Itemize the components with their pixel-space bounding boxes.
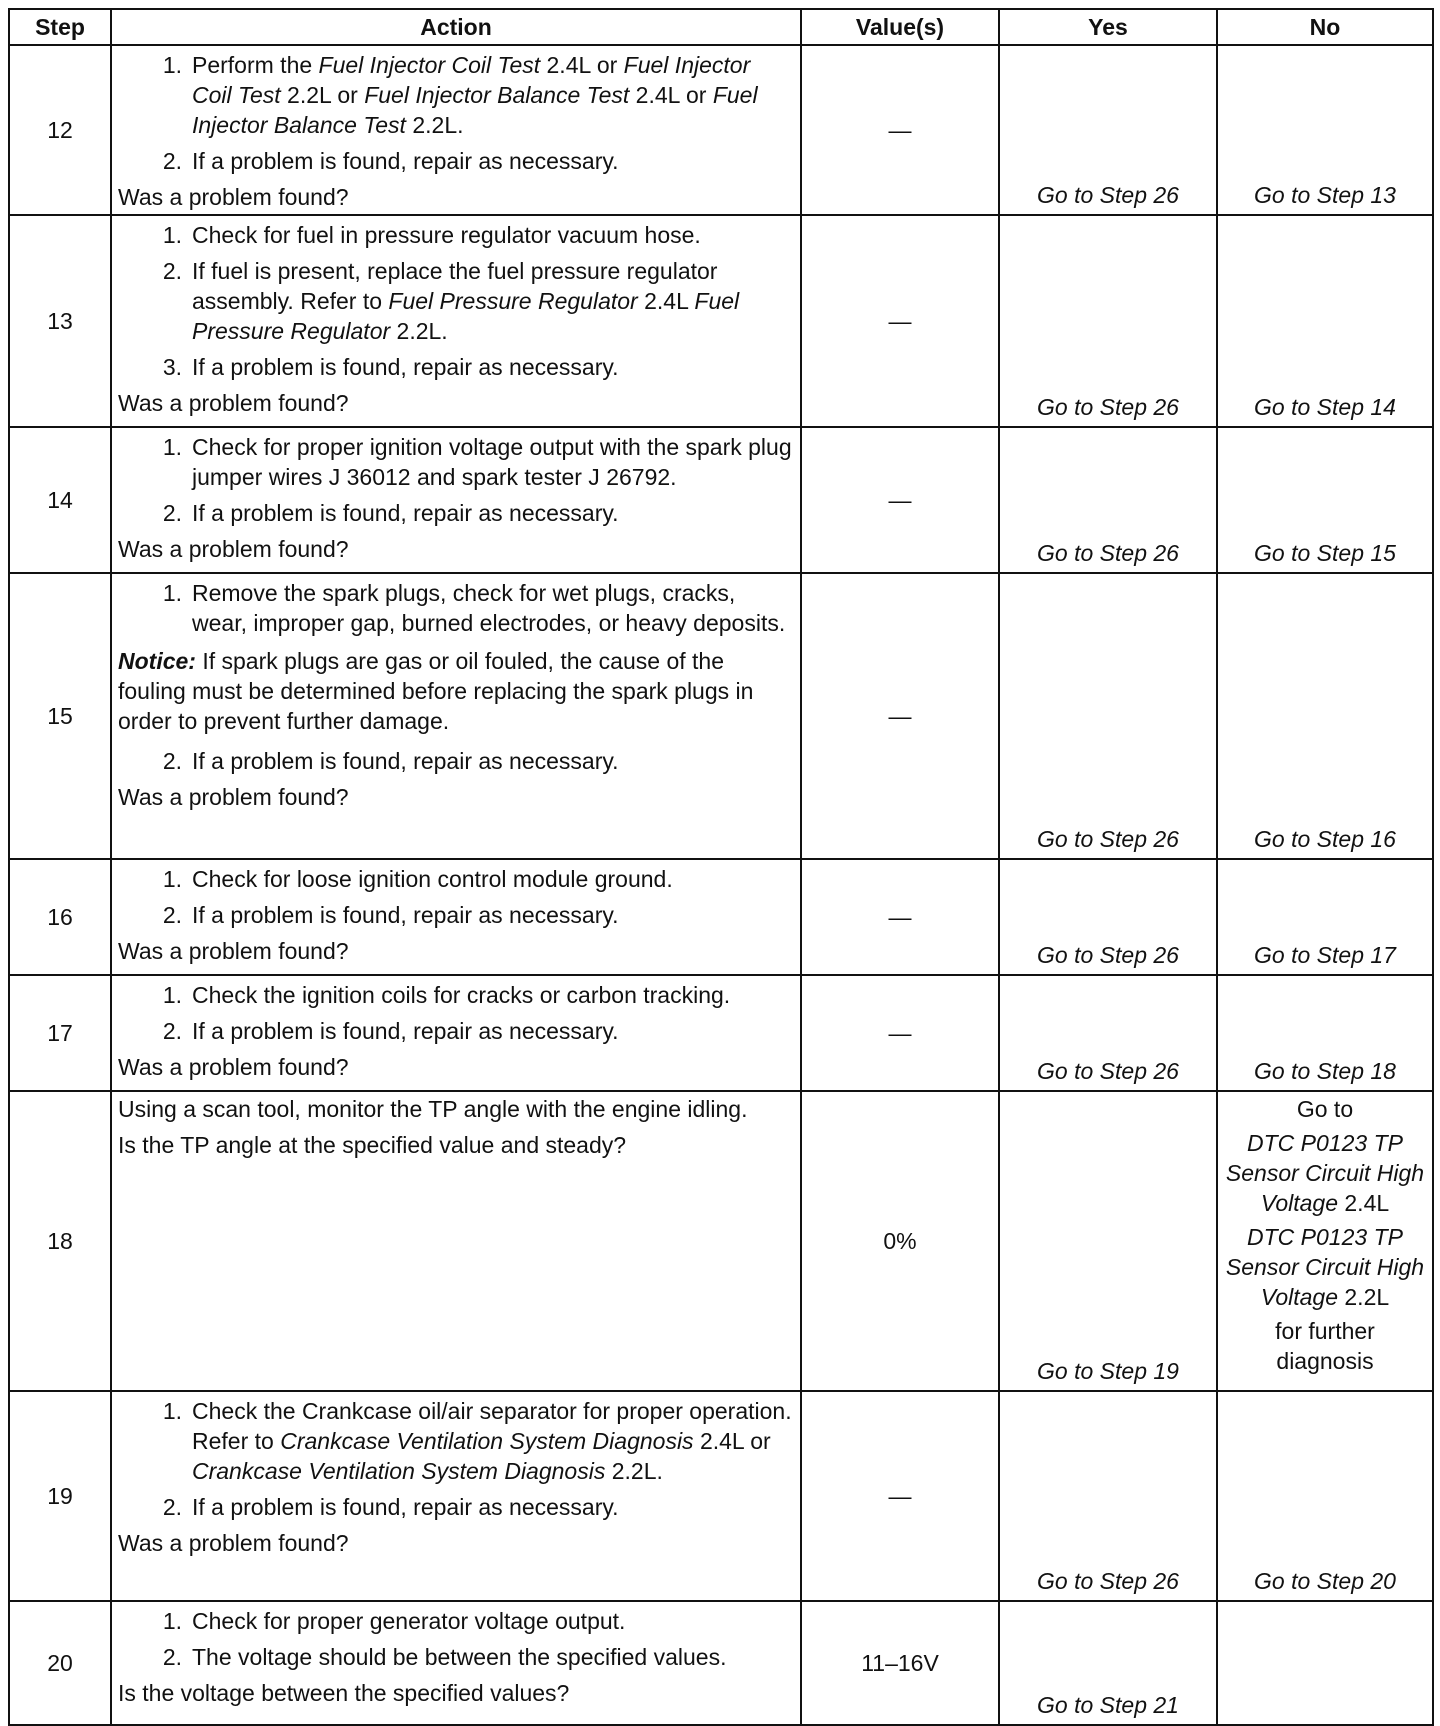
no-cell [1217, 1091, 1433, 1391]
question: Was a problem found? [118, 784, 349, 810]
action-cell [111, 215, 801, 427]
value-cell: 0% [801, 1091, 999, 1391]
no-cell [1217, 1601, 1433, 1725]
value-cell: — [801, 859, 999, 975]
diagnostic-table [8, 8, 1434, 1726]
header-step: Step [9, 9, 111, 45]
action-cell [111, 1601, 801, 1725]
header-values: Value(s) [801, 9, 999, 45]
table-row [9, 1391, 1433, 1601]
table-row [9, 45, 1433, 215]
yes-cell: Go to Step 26 [999, 427, 1217, 573]
table-row [9, 975, 1433, 1091]
question: Was a problem found? [118, 938, 349, 964]
question: Was a problem found? [118, 390, 349, 416]
value-cell: — [801, 975, 999, 1091]
no-cell: Go to Step 15 [1217, 427, 1433, 573]
list-item: 1. Remove the spark plugs, check for wet plugs, cracks, wear, improper gap, burned electrodes, or heavy deposits. [162, 580, 786, 636]
yes-cell: Go to Step 26 [999, 975, 1217, 1091]
table-row [9, 573, 1433, 859]
no-cell: Go to Step 17 [1217, 859, 1433, 975]
yes-cell: Go to Step 21 [999, 1601, 1217, 1725]
list-item: 1. Check the ignition coils for cracks or carbon tracking. [162, 982, 731, 1008]
yes-cell: Go to Step 26 [999, 45, 1217, 215]
step-number: 20 [9, 1601, 111, 1725]
value-cell: 11–16V [801, 1601, 999, 1725]
yes-cell: Go to Step 26 [999, 573, 1217, 859]
no-cell: Go to Step 14 [1217, 215, 1433, 427]
header-action: Action [111, 9, 801, 45]
list-item: 2. If a problem is found, repair as necessary. [162, 1494, 619, 1520]
action-text: Using a scan tool, monitor the TP angle with the engine idling. [118, 1096, 748, 1122]
header-yes: Yes [999, 9, 1217, 45]
action-cell [111, 427, 801, 573]
list-item: 1. Check for proper generator voltage output. [162, 1608, 626, 1634]
list-item: 1. Check the Crankcase oil/air separator for proper operation. Refer to Crankcase Ventilation System Diagnosis 2.4L or Crankcase Ventilation System Diagnosis 2.2L. [162, 1398, 792, 1484]
header-no: No [1217, 9, 1433, 45]
notice-label: Notice: [118, 648, 196, 674]
list-item: 2. If a problem is found, repair as necessary. [162, 902, 619, 928]
action-cell [111, 1391, 801, 1601]
list-item: 1. Perform the Fuel Injector Coil Test 2.4L or Fuel Injector Coil Test 2.2L or Fuel Injector Balance Test 2.4L or Fuel Injector Balance Test 2.2L. [162, 52, 758, 138]
question: Was a problem found? [118, 1530, 349, 1556]
table-row [9, 1601, 1433, 1725]
goto-text: Go to [1296, 1096, 1354, 1122]
value-cell: — [801, 427, 999, 573]
yes-cell: Go to Step 26 [999, 1391, 1217, 1601]
list-item: 2. If a problem is found, repair as necessary. [162, 748, 619, 774]
list-item: 1. Check for loose ignition control module ground. [162, 866, 673, 892]
yes-cell: Go to Step 26 [999, 859, 1217, 975]
table-row [9, 215, 1433, 427]
table-row [9, 1091, 1433, 1391]
list-item: 2. If fuel is present, replace the fuel pressure regulator assembly. Refer to Fuel Pressure Regulator 2.4L Fuel Pressure Regulator 2.2L. [162, 258, 740, 344]
action-cell [111, 1091, 801, 1391]
action-cell [111, 859, 801, 975]
value-cell: — [801, 573, 999, 859]
reference-link[interactable]: DTC P0123 TP Sensor Circuit High Voltage 2.2L [1225, 1224, 1425, 1310]
list-item: 3. If a problem is found, repair as necessary. [162, 354, 619, 380]
step-number: 17 [9, 975, 111, 1091]
question: Was a problem found? [118, 536, 349, 562]
step-number: 16 [9, 859, 111, 975]
value-cell: — [801, 45, 999, 215]
table-row [9, 859, 1433, 975]
no-cell: Go to Step 13 [1217, 45, 1433, 215]
step-number: 19 [9, 1391, 111, 1601]
action-cell [111, 45, 801, 215]
reference-link[interactable]: DTC P0123 TP Sensor Circuit High Voltage 2.4L [1225, 1130, 1425, 1216]
yes-cell: Go to Step 26 [999, 215, 1217, 427]
question: Was a problem found? [118, 184, 349, 210]
value-cell: — [801, 215, 999, 427]
list-item: 2. If a problem is found, repair as necessary. [162, 500, 619, 526]
list-item: 2. The voltage should be between the specified values. [162, 1644, 727, 1670]
question: Was a problem found? [118, 1054, 349, 1080]
step-number: 12 [9, 45, 111, 215]
yes-cell: Go to Step 19 [999, 1091, 1217, 1391]
no-cell: Go to Step 16 [1217, 573, 1433, 859]
header-row [9, 9, 1433, 45]
table-row [9, 427, 1433, 573]
notice: Notice: If spark plugs are gas or oil fouled, the cause of the fouling must be determined before replacing the spark plugs in order to prevent further damage. [118, 648, 754, 734]
list-item: 1. Check for proper ignition voltage output with the spark plug jumper wires J 36012 and spark tester J 26792. [162, 434, 792, 490]
no-cell: Go to Step 18 [1217, 975, 1433, 1091]
action-cell [111, 975, 801, 1091]
step-number: 14 [9, 427, 111, 573]
no-cell: Go to Step 20 [1217, 1391, 1433, 1601]
question: Is the voltage between the specified values? [118, 1680, 570, 1706]
list-item: 1. Check for fuel in pressure regulator vacuum hose. [162, 222, 701, 248]
list-item: 2. If a problem is found, repair as necessary. [162, 1018, 619, 1044]
step-number: 15 [9, 573, 111, 859]
action-cell [111, 573, 801, 859]
further-diagnosis-text: for further diagnosis [1275, 1318, 1375, 1374]
step-number: 18 [9, 1091, 111, 1391]
step-number: 13 [9, 215, 111, 427]
list-item: 2. If a problem is found, repair as necessary. [162, 148, 619, 174]
question: Is the TP angle at the specified value and steady? [118, 1132, 627, 1158]
value-cell: — [801, 1391, 999, 1601]
